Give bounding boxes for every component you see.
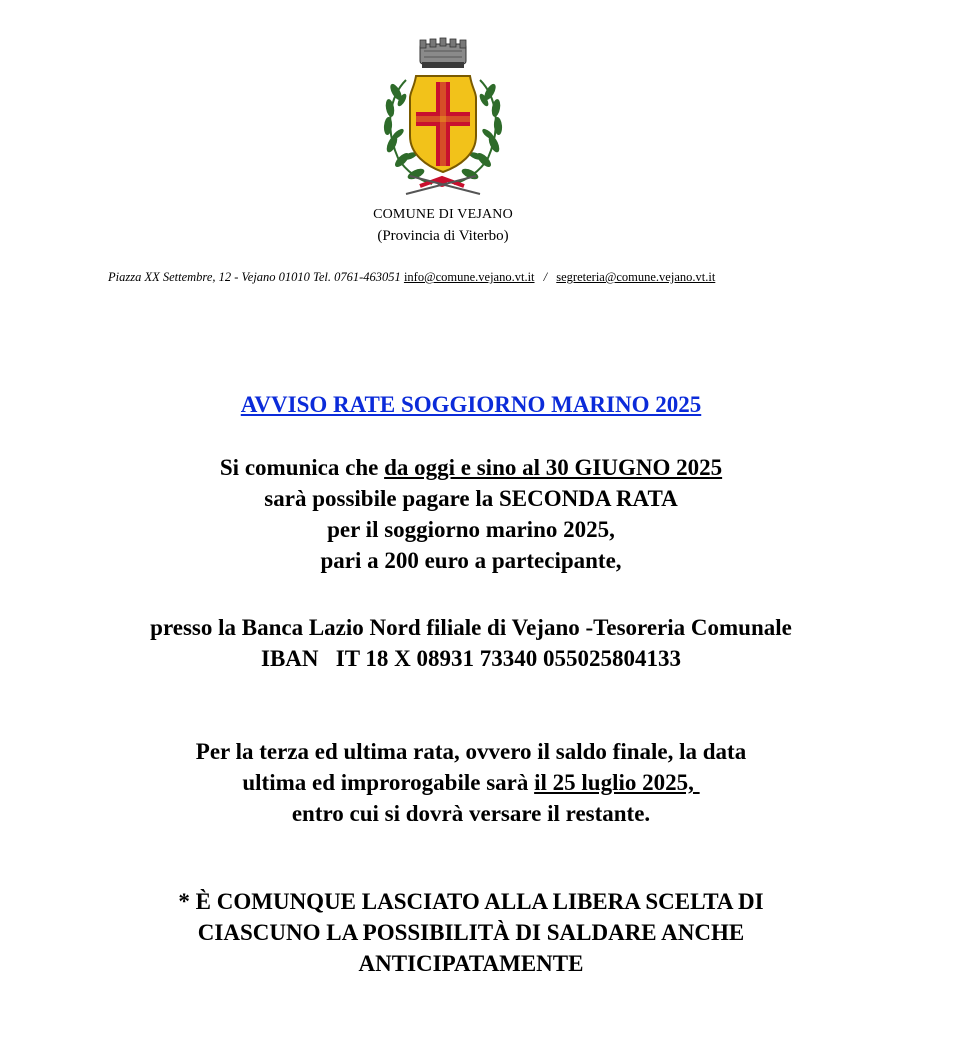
text-intro: Si comunica che	[219, 455, 385, 480]
line-3: ANTICIPATAMENTE	[358, 951, 584, 976]
final-date-underlined: il 25 luglio 2025,	[534, 770, 700, 795]
line-1	[0, 452, 942, 483]
contact-line	[108, 270, 715, 285]
paragraph-final-installment	[0, 736, 942, 829]
email-link-segreteria[interactable]: segreteria@comune.vejano.vt.it	[556, 270, 716, 284]
coat-of-arms-icon	[376, 36, 510, 200]
line-1: Per la terza ed ultima rata, ovvero il saldo finale, la data	[195, 739, 747, 764]
email-separator: /	[543, 270, 548, 284]
paragraph-early-payment-note	[0, 886, 942, 979]
province-name: (Provincia di Viterbo)	[377, 228, 509, 244]
crown-icon	[420, 38, 466, 68]
line-4: pari a 200 euro a partecipante,	[320, 548, 622, 573]
postal-address: Piazza XX Settembre, 12 - Vejano 01010 Tel. 0761-463051	[108, 270, 401, 284]
iban-line: IBAN IT 18 X 08931 73340 055025804133	[261, 646, 681, 671]
line-2: CIASCUNO LA POSSIBILITÀ DI SALDARE ANCHE	[197, 920, 745, 945]
line-1: * È COMUNQUE LASCIATO ALLA LIBERA SCELTA DI	[178, 889, 764, 914]
shield-icon	[410, 76, 476, 172]
line-2: sarà possibile pagare la SECONDA RATA	[264, 486, 678, 511]
ribbon-icon	[406, 176, 480, 194]
paragraph-bank-details	[0, 612, 942, 674]
notice-title: AVVISO RATE SOGGIORNO MARINO 2025	[240, 392, 702, 417]
line-3: per il soggiorno marino 2025,	[327, 517, 615, 542]
email-link-info[interactable]: info@comune.vejano.vt.it	[403, 270, 535, 284]
municipal-coat-of-arms	[376, 36, 510, 200]
municipality-name: COMUNE DI VEJANO	[373, 207, 513, 222]
text-intro: ultima ed improrogabile sarà	[242, 770, 535, 795]
deadline-underlined: da oggi e sino al 30 GIUGNO 2025	[384, 455, 723, 480]
paragraph-second-installment	[0, 452, 942, 576]
line-3: entro cui si dovrà versare il restante.	[291, 801, 651, 826]
bank-line: presso la Banca Lazio Nord filiale di Vejano -Tesoreria Comunale	[150, 615, 792, 640]
line-2	[0, 767, 942, 798]
